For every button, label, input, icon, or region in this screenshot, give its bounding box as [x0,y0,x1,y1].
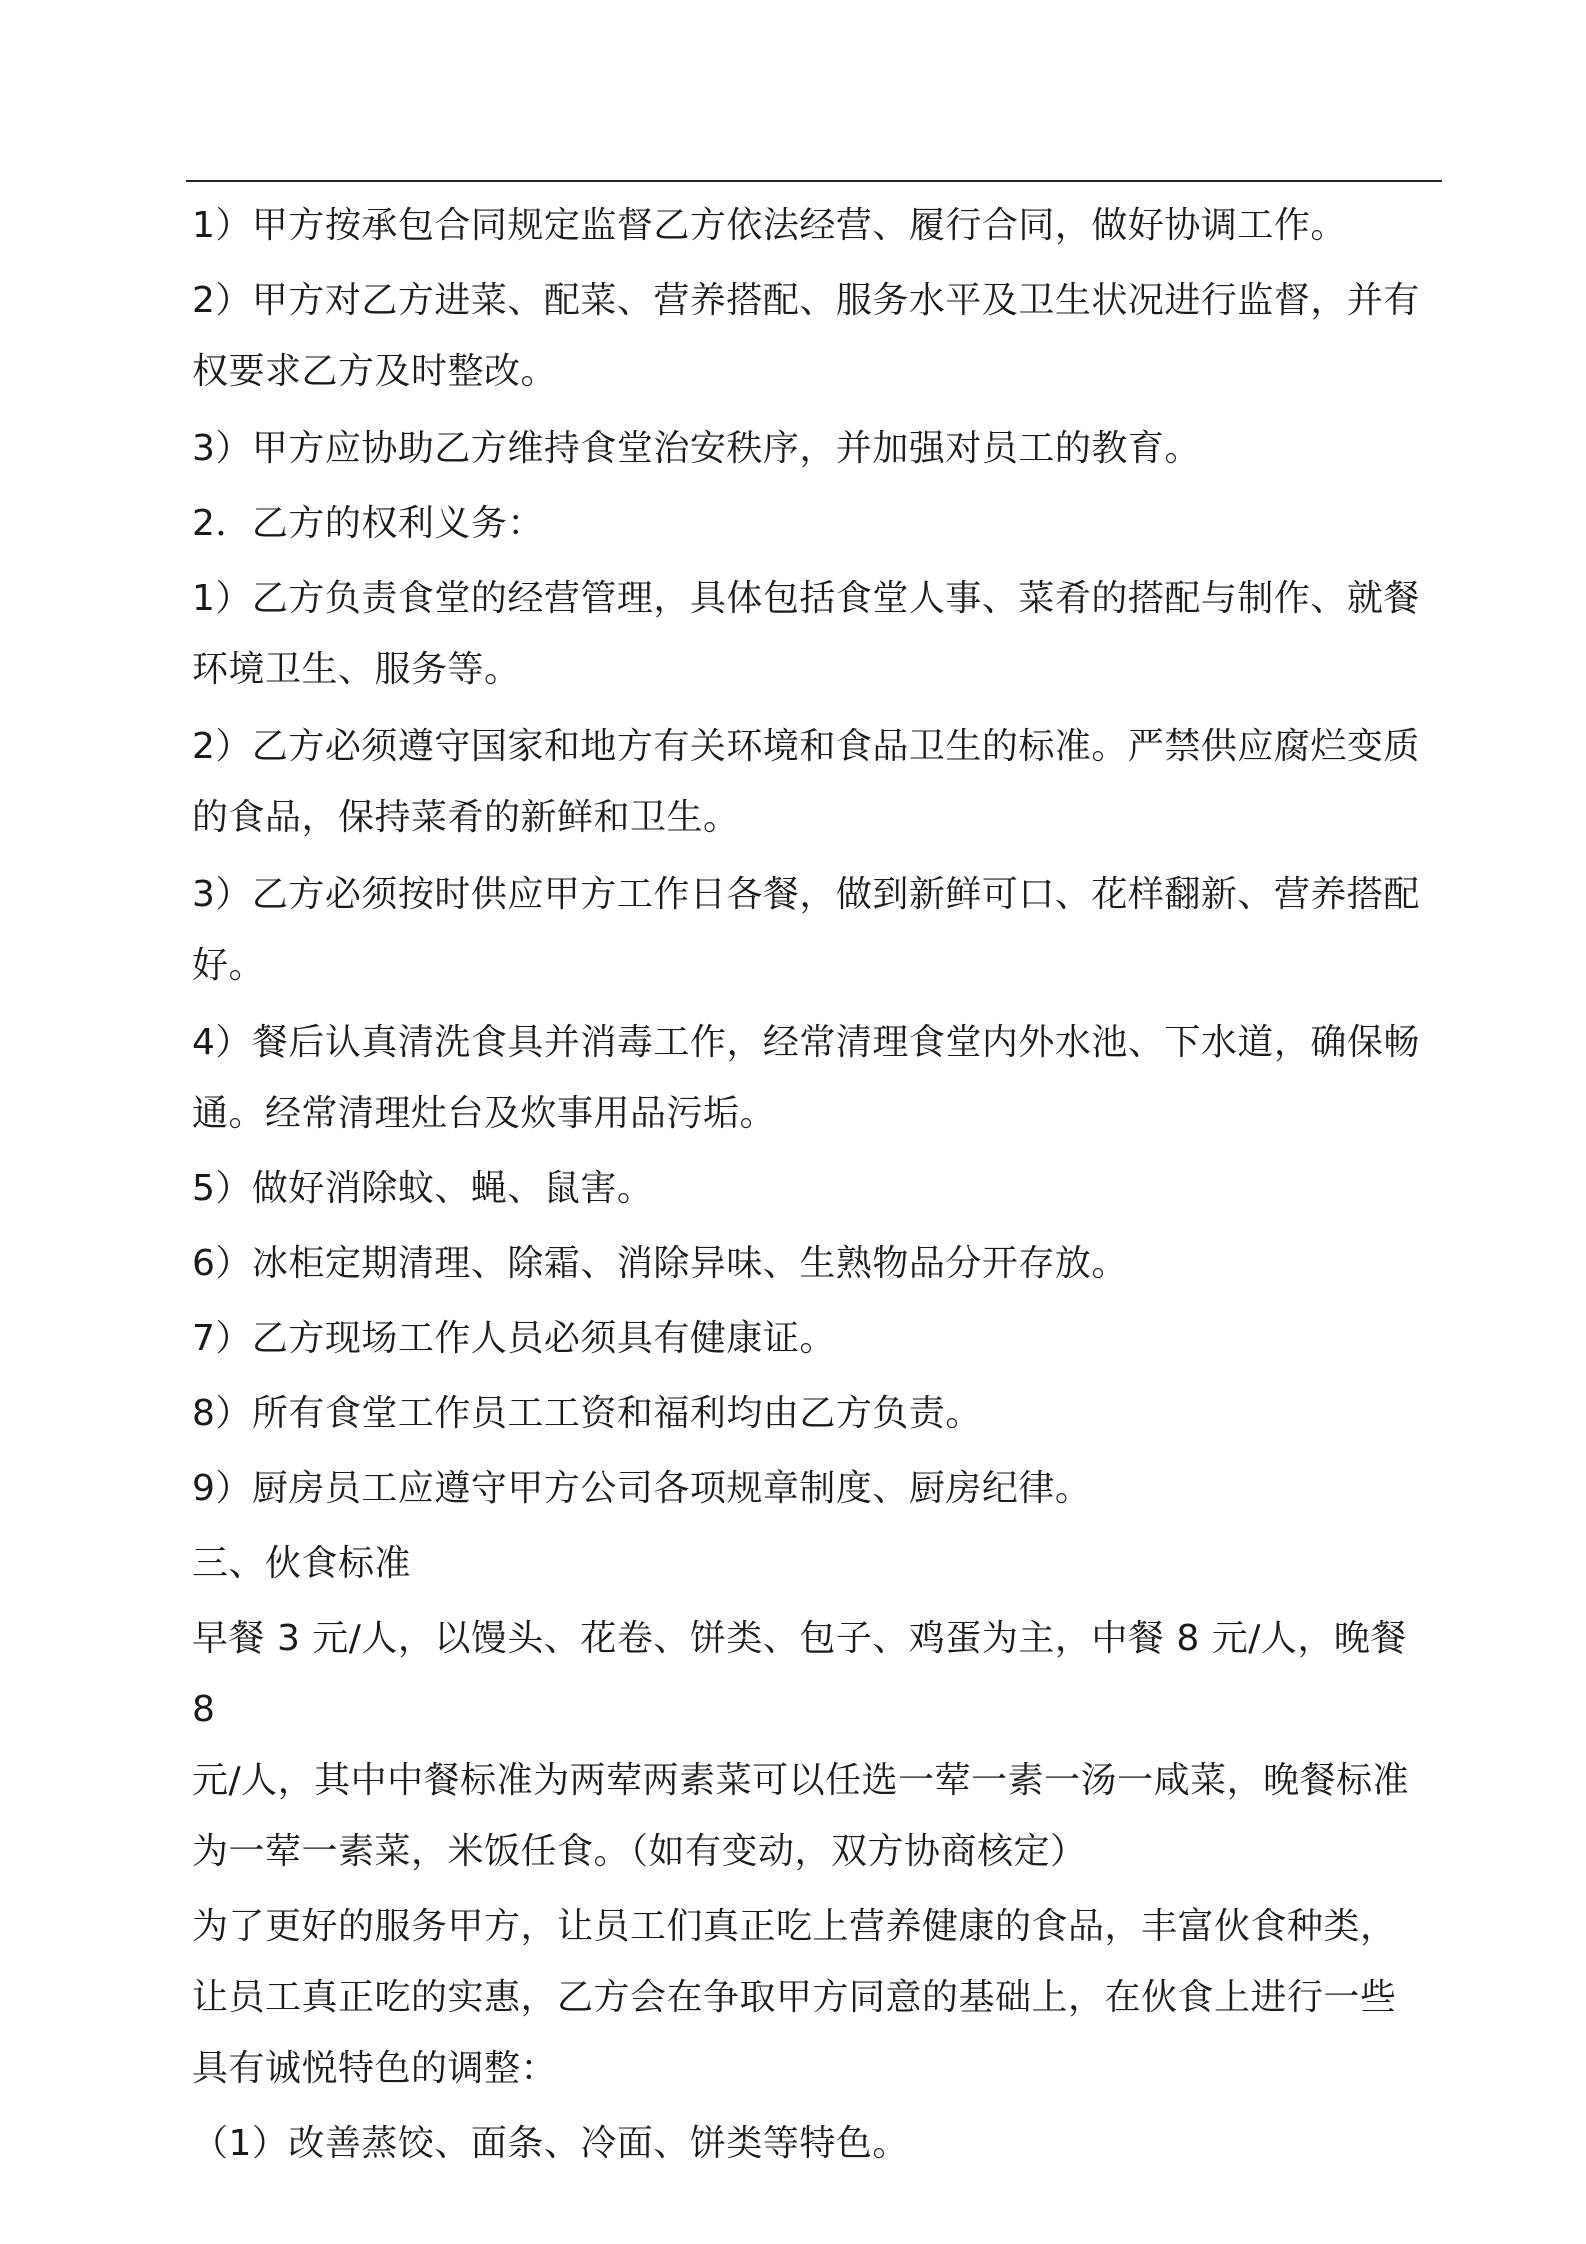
paragraph-15: 早餐 3 元/人，以馒头、花卷、饼类、包子、鸡蛋为主，中餐 8 元/人，晚餐 8 元/人，其中中餐标准为两荤两素菜可以任选一荤一素一汤一咸菜，晚餐标准 为一荤一素菜，米饭任食。（如有变动，双方协商核定） [192,1618,1410,1872]
paragraph-13: 9）厨房员工应遵守甲方公司各项规章制度、厨房纪律。 [192,1468,1092,1509]
paragraph-17: （1）改善蒸饺、面条、冷面、饼类等特色。 [192,2123,909,2164]
paragraph-10: 6）冰柜定期清理、除霜、消除异味、生熟物品分开存放。 [192,1243,1128,1284]
document-body [192,190,1442,2183]
paragraph-9: 5）做好消除蚊、蝇、鼠害。 [192,1168,654,1209]
paragraph-16: 为了更好的服务甲方，让员工们真正吃上营养健康的食品，丰富伙食种类， 让员工真正吃的实惠，乙方会在争取甲方同意的基础上，在伙食上进行一些 具有诚悦特色的调整： [192,1906,1397,2089]
paragraph-8: 4）餐后认真清洗食具并消毒工作，经常清理食堂内外水池、下水道，确保畅 通。经常清理灶台及炊事用品污垢。 [192,1022,1420,1134]
header-rule [186,180,1442,182]
section-heading-party-b-rights: 2．乙方的权利义务： [192,503,544,544]
paragraph-1: 1）甲方按承包合同规定监督乙方依法经营、履行合同，做好协调工作。 [192,205,1347,246]
section-heading-meal-standard: 三、伙食标准 [192,1543,412,1584]
paragraph-2: 2）甲方对乙方进菜、配菜、营养搭配、服务水平及卫生状况进行监督，并有 权要求乙方及时整改。 [192,280,1420,392]
paragraph-3: 3）甲方应协助乙方维持食堂治安秩序，并加强对员工的教育。 [192,428,1201,469]
paragraph-5: 1）乙方负责食堂的经营管理，具体包括食堂人事、菜肴的搭配与制作、就餐 环境卫生、服务等。 [192,578,1420,690]
paragraph-11: 7）乙方现场工作人员必须具有健康证。 [192,1318,836,1359]
paragraph-12: 8）所有食堂工作员工工资和福利均由乙方负责。 [192,1393,982,1434]
paragraph-6: 2）乙方必须遵守国家和地方有关环境和食品卫生的标准。严禁供应腐烂变质 的食品，保持菜肴的新鲜和卫生。 [192,726,1420,838]
paragraph-7: 3）乙方必须按时供应甲方工作日各餐，做到新鲜可口、花样翻新、营养搭配 好。 [192,874,1420,986]
